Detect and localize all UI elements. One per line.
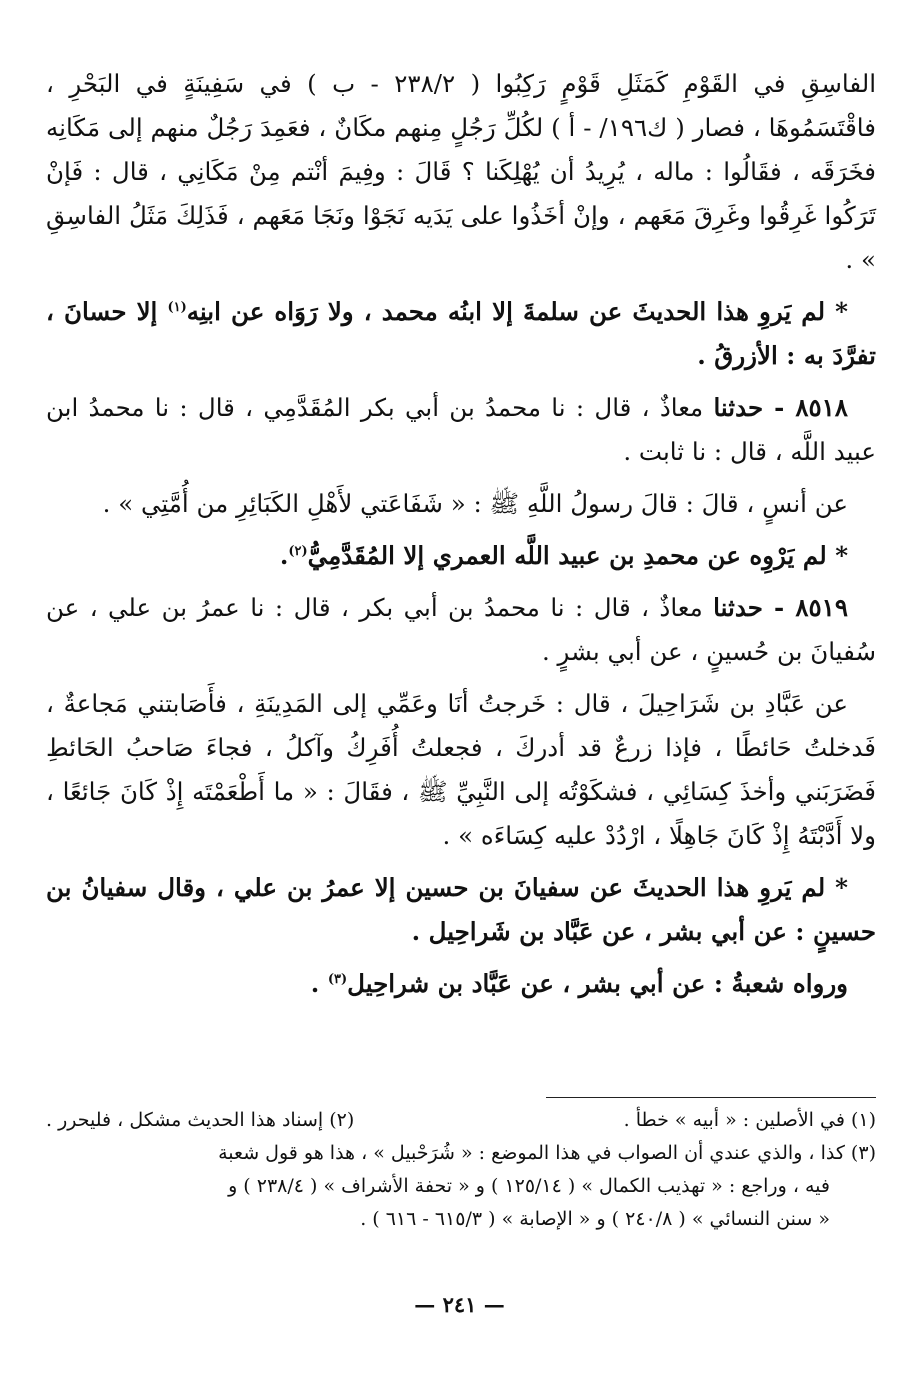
footnote-1: (١) في الأصلين : « أبيه » خطأ . xyxy=(623,1109,876,1131)
hadith-continuation xyxy=(46,62,876,282)
commentary-note-4-text: ورواه شعبةُ : عن أبي بشر ، عن عَبَّاد بن شراحِيل xyxy=(347,969,848,998)
hadith-8518-isnad xyxy=(46,386,876,474)
footnote-ref-3[interactable]: (٣) xyxy=(327,971,348,987)
commentary-note-1-text-2: إلا حسانَ ، تفرَّدَ به : الأزرقُ . xyxy=(46,297,876,370)
commentary-note-3 xyxy=(46,866,876,954)
commentary-note-2-text: * لم يَرْوِه عن محمدِ بن عبيد اللَّه العمري إلا المُقَدَّمِيُّ xyxy=(307,541,848,570)
page-number: — ٢٤١ — xyxy=(414,1292,505,1317)
hadith-8519-isnad xyxy=(46,586,876,674)
hadith-8519-matn xyxy=(46,682,876,858)
hadith-continuation-text: الفاسِقِ في القَوْمِ كَمَثَلِ قَوْمٍ رَكِبُوا ( ٢٣٨/٢ - ب ) في سَفِينَةٍ في البَحْرِ ، فاقْتَسَمُوهَا ، فصار ( ك١٩٦/ - أ ) لكُلِّ رَجُلٍ مِنهم مكَانٌ ، فعَمِدَ رَجُلٌ منهم إلى مَكَانِه فخَرَقَه ، فقَالُوا : ماله ، يُرِيدُ أن يُهْلِكَنا ؟ قَالَ : وفِيمَ أنْتم مِنْ مَكَانِي ، قال : فَإنْ تَرَكُوا غَرِقُوا وغَرِقَ مَعَهم ، وإنْ أخَذُوا على يَدَيه نَجَوْا ونَجَا مَعَهم ، فَذَلِكَ مَثَلُ الفاسِقِ » . xyxy=(46,69,877,274)
footnote-divider xyxy=(546,1097,876,1098)
footnote-3-line-2: فيه ، وراجع : « تهذيب الكمال » ( ١٢٥/١٤ ) و « تحفة الأشراف » ( ٢٣٨/٤ ) و xyxy=(228,1175,830,1197)
footnote-ref-2[interactable]: (٢) xyxy=(288,543,308,559)
hadith-8518-matn xyxy=(46,482,876,526)
commentary-note-3-text: * لم يَروِ هذا الحديثَ عن سفيانَ بن حسين إلا عمرُ بن علي ، وقال سفيانُ بن حسينٍ : عن أبي بشر ، عن عَبَّاد بن شَراحِيل . xyxy=(46,873,876,946)
footnote-ref-1[interactable]: (١) xyxy=(167,299,187,315)
footnote-3-line-3: « سنن النسائي » ( ٢٤٠/٨ ) و « الإصابة » ( ٦١٥/٣ - ٦١٦ ) . xyxy=(360,1208,830,1230)
page-body xyxy=(46,62,876,1014)
commentary-note-1 xyxy=(46,290,876,378)
commentary-note-4-end: . xyxy=(310,969,320,998)
hadith-8519-isnad-text: معاذٌ ، قال : نا محمدُ بن أبي بكر ، قال : نا عمرُ بن علي ، عن سُفيانَ بن حُسينٍ ، عن أبي بشرٍ . xyxy=(46,593,876,666)
hadith-8518-number: ٨٥١٨ - حدثنا xyxy=(713,393,848,422)
commentary-note-2-end: . xyxy=(279,541,289,570)
commentary-note-2 xyxy=(46,534,876,578)
footnote-2: (٢) إسناد هذا الحديث مشكل ، فليحرر . xyxy=(46,1109,355,1131)
hadith-8518-isnad-text: معاذٌ ، قال : نا محمدُ بن أبي بكر المُقَدَّمِي ، قال : نا محمدُ ابن عبيد اللَّه ، قال : نا ثابت . xyxy=(46,393,876,466)
hadith-8519-matn-text: عن عَبَّادِ بن شَرَاحِيلَ ، قال : خَرجتُ أنَا وعَمِّي إلى المَدِينَةِ ، فأَصَابتني مَجاعةٌ ، فَدخلتُ حَائطًا ، فإذا زرعٌ قد أدركَ ، فجعلتُ أُفَرِكُ وآكلُ ، فجاءَ صَاحبُ الحَائطِ فَضَرَبَني وأخذَ كِسَائِي ، فشكَوْتُه إلى النَّبِيِّ ﷺ ، فقَالَ : « ما أَطْعَمْتَه إِذْ كَانَ جَائعًا ، ولا أَدَّبْتَهُ إِذْ كَانَ جَاهِلًا ، ارْدُدْ عليه كِسَاءَه » . xyxy=(46,689,876,850)
commentary-note-1-text: * لم يَروِ هذا الحديثَ عن سلمةَ إلا ابنُه محمد ، ولا رَوَاه عن ابنِه xyxy=(186,297,848,326)
commentary-note-4 xyxy=(46,962,876,1006)
hadith-8519-number: ٨٥١٩ - حدثنا xyxy=(713,593,848,622)
footnotes xyxy=(46,1104,876,1236)
hadith-8518-matn-text: عن أنسٍ ، قالَ : قالَ رسولُ اللَّهِ ﷺ : « شَفَاعَتي لأَهْلِ الكَبَائِرِ من أُمَّتِي » . xyxy=(102,489,848,518)
footnote-row-1-2 xyxy=(46,1104,876,1137)
footnote-3-line-1: (٣) كذا ، والذي عندي أن الصواب في هذا الموضع : « شُرَحْبيل » ، هذا هو قول شعبة xyxy=(218,1142,876,1164)
